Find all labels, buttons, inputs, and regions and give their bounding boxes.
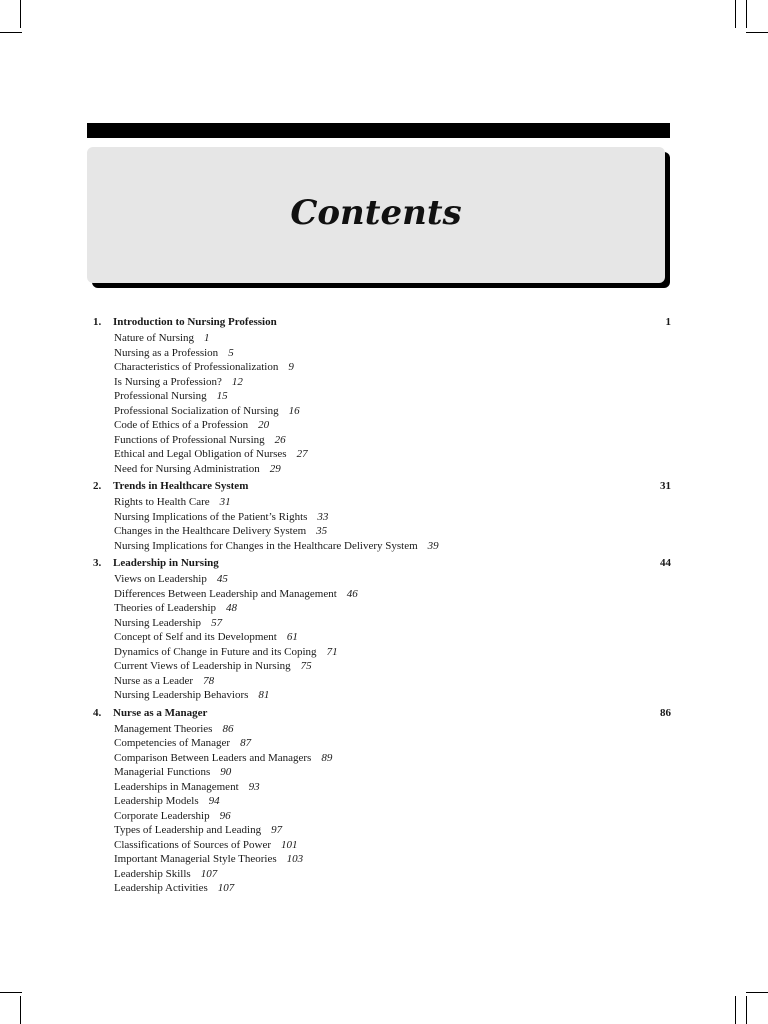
entry-title: Types of Leadership and Leading xyxy=(114,824,262,836)
toc-entry[interactable] xyxy=(93,360,671,375)
entry-title: Professional Nursing xyxy=(114,390,207,402)
chapter-number: 4. xyxy=(93,706,102,719)
entry-page: 71 xyxy=(326,645,338,658)
toc-entry[interactable] xyxy=(93,736,671,751)
toc-entry[interactable] xyxy=(93,751,671,766)
chapter-page: 1 xyxy=(665,316,671,328)
entry-page: 87 xyxy=(240,737,252,749)
chapter-heading[interactable] xyxy=(93,315,671,330)
crop-mark xyxy=(20,0,21,28)
chapter-title: Nurse as a Manager xyxy=(113,706,208,719)
toc-entry[interactable] xyxy=(93,389,671,404)
page-title: Contents xyxy=(290,193,462,233)
entry-page: 16 xyxy=(288,404,300,417)
chapter-page: 44 xyxy=(660,557,671,569)
entry-page: 94 xyxy=(208,795,220,807)
toc-entry[interactable] xyxy=(93,674,671,689)
toc-entry[interactable] xyxy=(93,645,671,660)
entry-page: 101 xyxy=(281,838,298,851)
toc-entry[interactable] xyxy=(93,587,671,602)
entry-page: 29 xyxy=(269,462,281,475)
toc-entry[interactable] xyxy=(93,418,671,433)
toc-entry[interactable] xyxy=(93,794,671,809)
entry-page: 107 xyxy=(217,882,235,894)
entry-page: 9 xyxy=(288,361,294,373)
crop-mark xyxy=(746,32,768,33)
entry-title: Professional Socialization of Nursing xyxy=(114,404,279,417)
entry-page: 5 xyxy=(228,346,234,359)
chapter-number: 1. xyxy=(93,316,102,328)
entry-page: 39 xyxy=(427,539,439,552)
entry-title: Ethical and Legal Obligation of Nurses xyxy=(114,448,287,460)
chapter-heading[interactable] xyxy=(93,556,671,571)
toc-entry[interactable] xyxy=(93,809,671,824)
toc-entry[interactable] xyxy=(93,765,671,780)
entry-page: 12 xyxy=(231,375,243,388)
entry-page: 89 xyxy=(321,751,333,764)
table-of-contents xyxy=(93,315,671,899)
entry-title: Management Theories xyxy=(114,722,213,735)
entry-title: Leadership Activities xyxy=(114,882,208,894)
entry-title: Comparison Between Leaders and Managers xyxy=(114,751,312,764)
crop-mark xyxy=(0,992,22,993)
entry-title: Nature of Nursing xyxy=(114,332,195,344)
toc-entry[interactable] xyxy=(93,346,671,361)
entry-page: 103 xyxy=(286,853,304,865)
toc-entry[interactable] xyxy=(93,867,671,882)
entry-title: Competencies of Manager xyxy=(114,737,231,749)
entry-page: 15 xyxy=(216,390,228,402)
entry-title: Characteristics of Professionalization xyxy=(114,361,279,373)
entry-title: Code of Ethics of a Profession xyxy=(114,419,249,431)
entry-page: 81 xyxy=(258,689,270,701)
entry-page: 31 xyxy=(219,496,231,508)
entry-title: Differences Between Leadership and Management xyxy=(114,587,337,600)
entry-title: Rights to Health Care xyxy=(114,496,210,508)
chapter-number: 3. xyxy=(93,557,102,569)
toc-chapter xyxy=(93,315,671,476)
toc-entry[interactable] xyxy=(93,630,671,645)
crop-mark xyxy=(20,996,21,1024)
entry-page: 33 xyxy=(317,510,329,523)
entry-title: Views on Leadership xyxy=(114,573,207,585)
entry-title: Leadership Models xyxy=(114,795,199,807)
entry-title: Corporate Leadership xyxy=(114,809,210,822)
toc-entry[interactable] xyxy=(93,447,671,462)
entry-page: 97 xyxy=(271,824,283,836)
crop-mark xyxy=(746,996,747,1024)
entry-page: 46 xyxy=(346,587,358,600)
entry-page: 48 xyxy=(226,602,238,614)
toc-entry[interactable] xyxy=(93,524,671,539)
chapter-number: 2. xyxy=(93,480,102,492)
toc-entry[interactable] xyxy=(93,823,671,838)
entry-page: 107 xyxy=(200,867,218,880)
entry-page: 78 xyxy=(203,674,215,687)
chapter-heading[interactable] xyxy=(93,479,671,494)
entry-page: 26 xyxy=(274,433,286,446)
crop-mark xyxy=(735,996,736,1024)
entry-title: Nursing Leadership Behaviors xyxy=(114,689,249,701)
entry-page: 93 xyxy=(248,780,260,793)
toc-chapter xyxy=(93,479,671,553)
toc-entry[interactable] xyxy=(93,688,671,703)
toc-chapter xyxy=(93,556,671,703)
entry-page: 57 xyxy=(211,616,223,629)
chapter-heading[interactable] xyxy=(93,706,671,721)
crop-mark xyxy=(735,0,736,28)
entry-title: Current Views of Leadership in Nursing xyxy=(114,660,291,672)
toc-entry[interactable] xyxy=(93,881,671,896)
entry-title: Functions of Professional Nursing xyxy=(114,433,265,446)
entry-title: Managerial Functions xyxy=(114,766,211,778)
entry-title: Nursing Implications of the Patient’s Rights xyxy=(114,510,308,523)
entry-title: Nursing Leadership xyxy=(114,616,202,629)
entry-title: Dynamics of Change in Future and its Coping xyxy=(114,645,317,658)
entry-title: Is Nursing a Profession? xyxy=(114,375,222,388)
entry-page: 90 xyxy=(220,766,232,778)
toc-entry[interactable] xyxy=(93,838,671,853)
toc-entry[interactable] xyxy=(93,722,671,737)
toc-entry[interactable] xyxy=(93,852,671,867)
entry-page: 86 xyxy=(222,722,234,735)
entry-title: Important Managerial Style Theories xyxy=(114,853,277,865)
toc-entry[interactable] xyxy=(93,462,671,477)
toc-entry[interactable] xyxy=(93,539,671,554)
toc-entry[interactable] xyxy=(93,495,671,510)
toc-entry[interactable] xyxy=(93,331,671,346)
entry-title: Changes in the Healthcare Delivery System xyxy=(114,525,307,537)
entry-page: 75 xyxy=(300,660,312,672)
chapter-title: Leadership in Nursing xyxy=(113,557,219,569)
toc-entry[interactable] xyxy=(93,433,671,448)
entry-title: Theories of Leadership xyxy=(114,602,217,614)
entry-page: 96 xyxy=(219,809,231,822)
entry-page: 1 xyxy=(204,332,210,344)
toc-entry[interactable] xyxy=(93,616,671,631)
entry-title: Concept of Self and its Development xyxy=(114,631,277,643)
chapter-page: 86 xyxy=(660,706,671,719)
toc-entry[interactable] xyxy=(93,375,671,390)
chapter-page: 31 xyxy=(660,480,671,492)
crop-mark xyxy=(746,992,768,993)
entry-title: Leaderships in Management xyxy=(114,780,239,793)
entry-page: 45 xyxy=(216,573,228,585)
toc-entry[interactable] xyxy=(93,404,671,419)
toc-entry[interactable] xyxy=(93,572,671,587)
entry-title: Nursing Implications for Changes in the Healthcare Delivery System xyxy=(114,539,418,552)
entry-title: Nursing as a Profession xyxy=(114,346,219,359)
entry-title: Need for Nursing Administration xyxy=(114,462,260,475)
toc-entry[interactable] xyxy=(93,601,671,616)
entry-title: Nurse as a Leader xyxy=(114,674,194,687)
entry-page: 61 xyxy=(286,631,298,643)
toc-chapter xyxy=(93,706,671,896)
toc-entry[interactable] xyxy=(93,780,671,795)
title-panel xyxy=(87,147,665,283)
entry-title: Classifications of Sources of Power xyxy=(114,838,272,851)
header-rule xyxy=(87,123,670,138)
entry-page: 20 xyxy=(258,419,270,431)
chapter-title: Introduction to Nursing Profession xyxy=(113,316,277,328)
toc-entry[interactable] xyxy=(93,510,671,525)
entry-title: Leadership Skills xyxy=(114,867,191,880)
entry-page: 35 xyxy=(316,525,328,537)
toc-entry[interactable] xyxy=(93,659,671,674)
crop-mark xyxy=(0,32,22,33)
chapter-title: Trends in Healthcare System xyxy=(113,480,249,492)
crop-mark xyxy=(746,0,747,28)
entry-page: 27 xyxy=(296,448,308,460)
